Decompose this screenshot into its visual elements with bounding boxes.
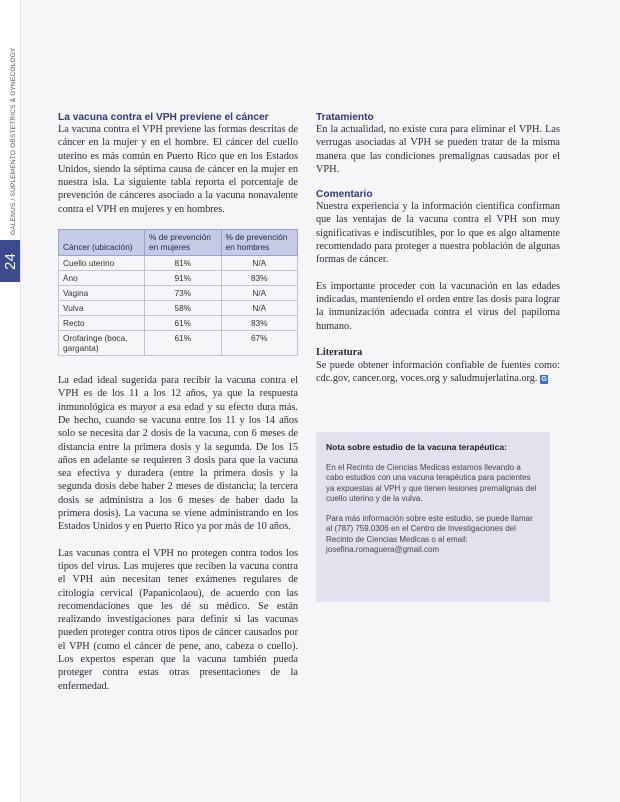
table-cell: 67% <box>221 331 298 356</box>
table-cell: Orofaringe (boca, garganta) <box>59 331 145 356</box>
section-heading-vacuna: La vacuna contra el VPH previene el cáncer <box>58 112 269 123</box>
table-cell: N/A <box>221 301 298 316</box>
table-row <box>59 256 298 271</box>
left-column <box>58 112 298 693</box>
note-paragraph-2: Para más información sobre este estudio, se puede llamar al (787) 759.0306 en el Centro de Investigaciones del Recinto de Ciencias Medicas o al email: josefina.romaguera@gmail.com <box>326 514 533 555</box>
table-cell: Vulva <box>59 301 145 316</box>
table-cell: 58% <box>145 301 221 316</box>
literatura-paragraph <box>316 359 560 386</box>
table-header-row <box>59 230 298 256</box>
table-cell: N/A <box>221 286 298 301</box>
table-cell: 73% <box>145 286 221 301</box>
limitations-paragraph: Las vacunas contra el VPH no protegen contra todos los tipos del virus. Las mujeres que reciben la vacuna contra el VPH aún necesitan tener exámenes regulares de citología cervical (Papanicolaou), de acuerdo con las recomendaciones que les dé su médico. Se están realizando investigaciones para definir si las vacunas pueden proteger contra otros tipos de cáncer causados por el VPH (como el cáncer de pene, ano, cabeza o cuello). Los expertos esperan que la vacuna también pueda proteger contra estas otras presentaciones de la enfermedad. <box>58 547 298 692</box>
table-cell: Ano <box>59 271 145 286</box>
page-number-tab <box>0 240 20 282</box>
table-cell: 61% <box>145 331 221 356</box>
table-header: % de prevención en hombres <box>221 230 298 256</box>
section-heading-literatura: Literatura <box>316 346 363 358</box>
table-cell: 81% <box>145 256 221 271</box>
page-number: 24 <box>1 252 19 270</box>
intro-paragraph: La vacuna contra el VPH previene las formas descritas de cáncer en la mujer y en el hombre. El cáncer del cuello uterino es más común en Puerto Rico que en los Estados Unidos, siendo la séptima causa de cáncer en la mujer en nuestra isla. La siguiente tabla reporta el porcentaje de prevención de cánceres asociado a la vacuna nonavalente contra el VPH en mujeres y en hombres. <box>58 124 298 215</box>
table-cell: 83% <box>221 316 298 331</box>
table-row <box>59 286 298 301</box>
note-title: Nota sobre estudio de la vacuna terapéutica: <box>326 442 507 452</box>
table-row <box>59 316 298 331</box>
table-cell: Vagina <box>59 286 145 301</box>
table-header: Cáncer (ubicación) <box>59 230 145 256</box>
comentario-paragraph: Nuestra experiencia y la información científica confirman que las ventajas de la vacuna contra el VPH son muy significativas e indiscutibles, por lo que es algo altamente recomendado para proteger a nuestra población de algunas formas de cáncer. <box>316 201 560 266</box>
running-title: GALENUS / SUPLEMENTO OBSTETRICS & GYNECOLOGY <box>10 47 17 235</box>
section-heading-tratamiento: Tratamiento <box>316 112 374 123</box>
tratamiento-paragraph: En la actualidad, no existe cura para eliminar el VPH. Las verrugas asociadas al VPH se pueden tratar de la misma manera que las condiciones premalignas causadas por el VPH. <box>316 124 560 175</box>
table-cell: 83% <box>221 271 298 286</box>
note-paragraph-1: En el Recinto de Ciencias Medicas estamos llevando a cabo estudios con una vacuna terapéutica para pacientes ya expuestas al VPH y que tienen lesiones premalignas del cuello uterino y de la vulva. <box>326 463 537 503</box>
prevention-table <box>58 229 298 356</box>
sidebar <box>0 0 21 802</box>
table-cell: N/A <box>221 256 298 271</box>
literatura-text: Se puede obtener información confiable de fuentes como: cdc.gov, cancer.org, voces.org y saludmujerlatina.org. <box>316 360 560 385</box>
section-heading-comentario: Comentario <box>316 189 373 201</box>
table-row <box>59 331 298 356</box>
table-cell: 61% <box>145 316 221 331</box>
note-box <box>316 432 550 602</box>
table-cell: 91% <box>145 271 221 286</box>
end-mark-icon: G <box>541 375 547 383</box>
age-paragraph: La edad ideal sugerida para recibir la vacuna contra el VPH es de los 11 a los 12 años, ya que la respuesta inmunológica es mayor a esa edad y su efecto dura más. De hecho, cuando se vacuna entre los 11 y los 14 años solo se necesita dar 2 dosis de la vacuna, con 6 meses de distancia entre la primera dosis y la segunda. De los 15 años en adelante se requieren 3 dosis para que la vacuna sea efectiva y duradera (entre la primera dosis y la segunda dosis debe haber 2 meses de distancia; la tercera dosis se administra a los 6 meses de haber dado la primera dosis). La vacuna se viene administrando en los Estados Unidos y en Puerto Rico ya por más de 10 años. <box>58 375 298 533</box>
table-row <box>59 301 298 316</box>
table-cell: Cuello uterino <box>59 256 145 271</box>
comentario-paragraph-2: Es importante proceder con la vacunación en las edades indicadas, manteniendo el orden entre las dosis para lograr la inmunización adecuada contra el virus del papiloma humano. <box>316 280 560 332</box>
table-row <box>59 271 298 286</box>
table-header: % de prevención en mujeres <box>145 230 221 256</box>
right-column <box>316 112 560 386</box>
table-cell: Recto <box>59 316 145 331</box>
